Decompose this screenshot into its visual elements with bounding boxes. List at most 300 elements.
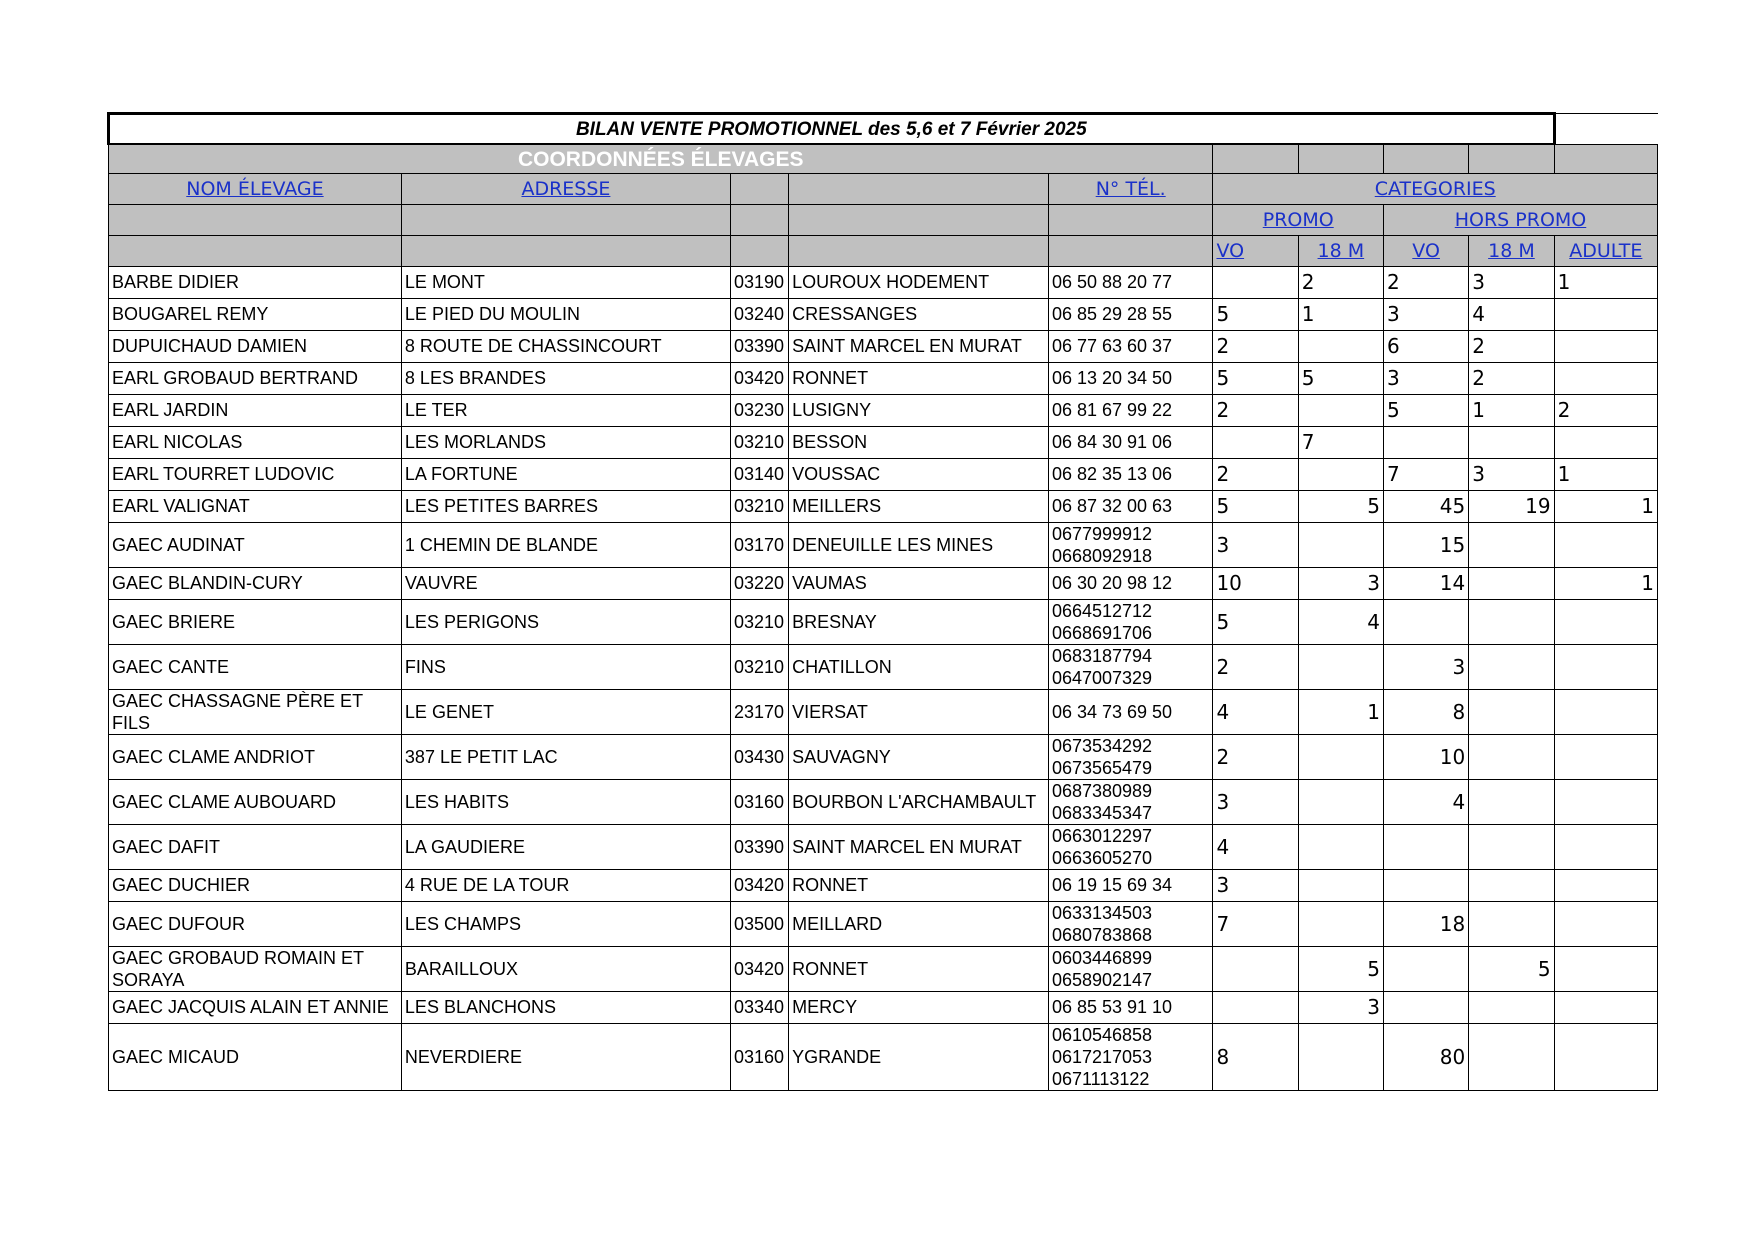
cell-nom-elevage xyxy=(109,1024,402,1091)
cell-ville: BRESNAY xyxy=(789,600,1049,645)
nom-line: GAEC CHASSAGNE PÈRE ET xyxy=(112,691,364,711)
cell-nom-elevage xyxy=(109,780,402,825)
nom-line: GAEC GROBAUD ROMAIN ET xyxy=(112,948,365,968)
table-row xyxy=(109,902,1658,947)
cell-hors-promo-18m: 4 xyxy=(1469,299,1554,331)
cell-hors-promo-vo: 2 xyxy=(1383,267,1468,299)
phone-number: 06 13 20 34 50 xyxy=(1051,368,1173,388)
bilan-table xyxy=(107,112,1658,1091)
cell-code-postal: 03240 xyxy=(730,299,788,331)
cell-hors-promo-vo xyxy=(1383,825,1468,870)
cell-nom-elevage xyxy=(109,267,402,299)
page-title: BILAN VENTE PROMOTIONNEL des 5,6 et 7 Février 2025 xyxy=(109,114,1555,145)
cell-ville: VIERSAT xyxy=(789,690,1049,735)
table-row xyxy=(109,645,1658,690)
table-row xyxy=(109,523,1658,568)
phone-number: 0668691706 xyxy=(1051,623,1153,643)
cell-ville: CHATILLON xyxy=(789,645,1049,690)
cell-promo-18m xyxy=(1298,331,1383,363)
phone-number: 0677999912 xyxy=(1051,524,1153,544)
cell-adulte xyxy=(1554,992,1657,1024)
cell-telephone xyxy=(1048,299,1213,331)
cell-code-postal: 03190 xyxy=(730,267,788,299)
phone-number: 0671113122 xyxy=(1051,1069,1150,1089)
cell-hors-promo-vo: 3 xyxy=(1383,363,1468,395)
nom-line: GAEC CLAME ANDRIOT xyxy=(112,747,316,767)
cell-nom-elevage xyxy=(109,523,402,568)
table-row xyxy=(109,870,1658,902)
table-row xyxy=(109,1024,1658,1091)
cell-promo-18m: 1 xyxy=(1298,690,1383,735)
table-row xyxy=(109,690,1658,735)
cell-code-postal: 23170 xyxy=(730,690,788,735)
cell-promo-18m xyxy=(1298,780,1383,825)
cell-ville: LOUROUX HODEMENT xyxy=(789,267,1049,299)
cell-adresse: LE MONT xyxy=(401,267,730,299)
cell-promo-18m xyxy=(1298,459,1383,491)
table-row xyxy=(109,600,1658,645)
phone-number: 06 19 15 69 34 xyxy=(1051,875,1173,895)
cell-nom-elevage xyxy=(109,427,402,459)
cell-code-postal: 03170 xyxy=(730,523,788,568)
cell-hors-promo-vo: 3 xyxy=(1383,299,1468,331)
cell-code-postal: 03220 xyxy=(730,568,788,600)
cell-adulte xyxy=(1554,825,1657,870)
cell-adulte xyxy=(1554,299,1657,331)
cell-adulte xyxy=(1554,870,1657,902)
cell-adulte xyxy=(1554,363,1657,395)
cell-promo-18m: 2 xyxy=(1298,267,1383,299)
cell-adulte xyxy=(1554,1024,1657,1091)
cell-ville: YGRANDE xyxy=(789,1024,1049,1091)
cell-adresse: LE GENET xyxy=(401,690,730,735)
cell-hors-promo-vo: 8 xyxy=(1383,690,1468,735)
cell-telephone xyxy=(1048,331,1213,363)
cell-hors-promo-18m xyxy=(1469,427,1554,459)
cell-adulte xyxy=(1554,902,1657,947)
nom-line: GAEC DUFOUR xyxy=(112,914,246,934)
cell-adresse: LES PETITES BARRES xyxy=(401,491,730,523)
cell-code-postal: 03210 xyxy=(730,600,788,645)
cell-promo-18m: 7 xyxy=(1298,427,1383,459)
cell-adulte xyxy=(1554,427,1657,459)
cell-code-postal: 03210 xyxy=(730,427,788,459)
cell-adulte xyxy=(1554,600,1657,645)
cell-code-postal: 03500 xyxy=(730,902,788,947)
table-row xyxy=(109,491,1658,523)
cell-promo-vo: 2 xyxy=(1213,735,1298,780)
nom-line: FILS xyxy=(112,713,151,733)
cell-promo-18m xyxy=(1298,1024,1383,1091)
cell-adresse: LA GAUDIERE xyxy=(401,825,730,870)
cell-hors-promo-vo xyxy=(1383,992,1468,1024)
cell-promo-vo: 8 xyxy=(1213,1024,1298,1091)
table-row xyxy=(109,992,1658,1024)
nom-line: BOUGAREL REMY xyxy=(112,304,269,324)
cell-hors-promo-18m xyxy=(1469,645,1554,690)
cell-code-postal: 03210 xyxy=(730,491,788,523)
cell-nom-elevage xyxy=(109,600,402,645)
cell-adulte xyxy=(1554,331,1657,363)
cell-code-postal: 03210 xyxy=(730,645,788,690)
phone-number: 0610546858 xyxy=(1051,1025,1153,1045)
cell-telephone xyxy=(1048,1024,1213,1091)
cell-nom-elevage xyxy=(109,902,402,947)
cell-adresse: LE PIED DU MOULIN xyxy=(401,299,730,331)
nom-line: GAEC BRIERE xyxy=(112,612,236,632)
cell-promo-vo: 7 xyxy=(1213,902,1298,947)
cell-hors-promo-18m: 19 xyxy=(1469,491,1554,523)
cell-ville: SAINT MARCEL EN MURAT xyxy=(789,331,1049,363)
cell-telephone xyxy=(1048,568,1213,600)
phone-number: 06 84 30 91 06 xyxy=(1051,432,1173,452)
cell-ville: RONNET xyxy=(789,947,1049,992)
phone-number: 06 30 20 98 12 xyxy=(1051,573,1173,593)
cell-adresse: LA FORTUNE xyxy=(401,459,730,491)
cell-hors-promo-vo xyxy=(1383,947,1468,992)
section-label: COORDONNÉES ÉLEVAGES xyxy=(109,144,1213,174)
cell-adresse: LES BLANCHONS xyxy=(401,992,730,1024)
table-row xyxy=(109,459,1658,491)
phone-number: 0680783868 xyxy=(1051,925,1153,945)
cell-adresse: LES CHAMPS xyxy=(401,902,730,947)
header-adresse[interactable]: ADRESSE xyxy=(401,174,730,205)
cell-hors-promo-18m xyxy=(1469,902,1554,947)
header-hors-promo-18m[interactable]: 18 M xyxy=(1469,236,1554,267)
cell-adulte xyxy=(1554,523,1657,568)
cell-hors-promo-18m: 5 xyxy=(1469,947,1554,992)
cell-nom-elevage xyxy=(109,363,402,395)
cell-code-postal: 03420 xyxy=(730,870,788,902)
cell-ville: SAINT MARCEL EN MURAT xyxy=(789,825,1049,870)
phone-number: 0603446899 xyxy=(1051,948,1153,968)
cell-adresse: LE TER xyxy=(401,395,730,427)
header-hors-promo-vo[interactable]: VO xyxy=(1383,236,1468,267)
cell-promo-18m xyxy=(1298,735,1383,780)
phone-number: 0663605270 xyxy=(1051,848,1153,868)
cell-promo-18m: 3 xyxy=(1298,992,1383,1024)
cell-adresse: 1 CHEMIN DE BLANDE xyxy=(401,523,730,568)
cell-code-postal: 03390 xyxy=(730,825,788,870)
cell-promo-vo: 5 xyxy=(1213,600,1298,645)
cell-nom-elevage xyxy=(109,459,402,491)
cell-adresse: LES HABITS xyxy=(401,780,730,825)
phone-number: 0633134503 xyxy=(1051,903,1153,923)
cell-promo-18m xyxy=(1298,523,1383,568)
table-row xyxy=(109,825,1658,870)
cell-telephone xyxy=(1048,690,1213,735)
cell-promo-18m xyxy=(1298,395,1383,427)
nom-line: GAEC JACQUIS ALAIN ET ANNIE xyxy=(112,997,389,1017)
cell-telephone xyxy=(1048,523,1213,568)
cell-promo-vo xyxy=(1213,992,1298,1024)
cell-telephone xyxy=(1048,735,1213,780)
phone-number: 0687380989 xyxy=(1051,781,1153,801)
cell-promo-vo: 5 xyxy=(1213,491,1298,523)
cell-hors-promo-18m xyxy=(1469,780,1554,825)
nom-line: GAEC AUDINAT xyxy=(112,535,245,555)
cell-nom-elevage xyxy=(109,690,402,735)
cell-code-postal: 03160 xyxy=(730,780,788,825)
cell-adresse: BARAILLOUX xyxy=(401,947,730,992)
cell-ville: SAUVAGNY xyxy=(789,735,1049,780)
cell-nom-elevage xyxy=(109,395,402,427)
cell-telephone xyxy=(1048,267,1213,299)
cell-promo-vo: 2 xyxy=(1213,645,1298,690)
cell-promo-vo: 2 xyxy=(1213,331,1298,363)
cell-telephone xyxy=(1048,459,1213,491)
cell-hors-promo-18m: 3 xyxy=(1469,267,1554,299)
cell-hors-promo-vo: 3 xyxy=(1383,645,1468,690)
cell-promo-vo: 3 xyxy=(1213,780,1298,825)
cell-hors-promo-vo xyxy=(1383,427,1468,459)
cell-hors-promo-vo: 10 xyxy=(1383,735,1468,780)
header-categories[interactable]: CATEGORIES xyxy=(1213,174,1658,205)
cell-code-postal: 03230 xyxy=(730,395,788,427)
cell-adulte xyxy=(1554,780,1657,825)
nom-line: EARL VALIGNAT xyxy=(112,496,250,516)
cell-telephone xyxy=(1048,645,1213,690)
phone-number: 0668092918 xyxy=(1051,546,1153,566)
cell-nom-elevage xyxy=(109,992,402,1024)
table-row xyxy=(109,947,1658,992)
cell-adresse: 4 RUE DE LA TOUR xyxy=(401,870,730,902)
cell-code-postal: 03160 xyxy=(730,1024,788,1091)
phone-number: 06 81 67 99 22 xyxy=(1051,400,1173,420)
phone-number: 0647007329 xyxy=(1051,668,1153,688)
phone-number: 0673565479 xyxy=(1051,758,1153,778)
phone-number: 06 85 53 91 10 xyxy=(1051,997,1173,1017)
cell-hors-promo-vo xyxy=(1383,870,1468,902)
cell-ville: DENEUILLE LES MINES xyxy=(789,523,1049,568)
cell-adulte xyxy=(1554,645,1657,690)
cell-code-postal: 03430 xyxy=(730,735,788,780)
cell-promo-vo: 5 xyxy=(1213,299,1298,331)
nom-line: EARL GROBAUD BERTRAND xyxy=(112,368,359,388)
cell-promo-vo xyxy=(1213,427,1298,459)
cell-nom-elevage xyxy=(109,299,402,331)
cell-adulte xyxy=(1554,735,1657,780)
nom-line: GAEC MICAUD xyxy=(112,1047,240,1067)
cell-adulte xyxy=(1554,947,1657,992)
table-row xyxy=(109,267,1658,299)
phone-number: 0663012297 xyxy=(1051,826,1153,846)
cell-ville: BESSON xyxy=(789,427,1049,459)
cell-telephone xyxy=(1048,902,1213,947)
cell-telephone xyxy=(1048,947,1213,992)
cell-nom-elevage xyxy=(109,947,402,992)
cell-code-postal: 03420 xyxy=(730,947,788,992)
cell-telephone xyxy=(1048,870,1213,902)
cell-hors-promo-18m xyxy=(1469,870,1554,902)
nom-line: BARBE DIDIER xyxy=(112,272,240,292)
cell-nom-elevage xyxy=(109,735,402,780)
cell-telephone xyxy=(1048,491,1213,523)
nom-line: EARL TOURRET LUDOVIC xyxy=(112,464,335,484)
cell-adulte: 1 xyxy=(1554,568,1657,600)
cell-code-postal: 03420 xyxy=(730,363,788,395)
cell-hors-promo-18m: 3 xyxy=(1469,459,1554,491)
cell-hors-promo-18m xyxy=(1469,523,1554,568)
cell-ville: VOUSSAC xyxy=(789,459,1049,491)
cell-adulte xyxy=(1554,690,1657,735)
phone-number: 06 85 29 28 55 xyxy=(1051,304,1173,324)
phone-number: 06 77 63 60 37 xyxy=(1051,336,1173,356)
cell-promo-18m: 3 xyxy=(1298,568,1383,600)
table-row xyxy=(109,735,1658,780)
table-row xyxy=(109,395,1658,427)
nom-line: GAEC DUCHIER xyxy=(112,875,251,895)
cell-ville: RONNET xyxy=(789,363,1049,395)
nom-line: SORAYA xyxy=(112,970,185,990)
phone-number: 0683187794 xyxy=(1051,646,1153,666)
cell-promo-18m xyxy=(1298,870,1383,902)
header-promo[interactable]: PROMO xyxy=(1213,205,1384,236)
cell-promo-18m xyxy=(1298,825,1383,870)
header-promo-vo[interactable]: VO xyxy=(1213,236,1298,267)
cell-adulte: 2 xyxy=(1554,395,1657,427)
cell-promo-vo xyxy=(1213,267,1298,299)
nom-line: GAEC CANTE xyxy=(112,657,230,677)
cell-adresse: 8 ROUTE DE CHASSINCOURT xyxy=(401,331,730,363)
cell-ville: BOURBON L'ARCHAMBAULT xyxy=(789,780,1049,825)
cell-hors-promo-vo xyxy=(1383,600,1468,645)
cell-adulte: 1 xyxy=(1554,491,1657,523)
cell-promo-18m: 5 xyxy=(1298,363,1383,395)
cell-hors-promo-18m xyxy=(1469,690,1554,735)
cell-promo-18m xyxy=(1298,645,1383,690)
phone-number: 06 34 73 69 50 xyxy=(1051,702,1173,722)
cell-promo-vo: 4 xyxy=(1213,690,1298,735)
cell-nom-elevage xyxy=(109,825,402,870)
cell-telephone xyxy=(1048,780,1213,825)
cell-ville: MERCY xyxy=(789,992,1049,1024)
cell-hors-promo-vo: 4 xyxy=(1383,780,1468,825)
cell-ville: MEILLARD xyxy=(789,902,1049,947)
cell-promo-vo: 10 xyxy=(1213,568,1298,600)
phone-number: 0664512712 xyxy=(1051,601,1153,621)
cell-code-postal: 03390 xyxy=(730,331,788,363)
table-body xyxy=(109,267,1658,1091)
cell-telephone xyxy=(1048,825,1213,870)
cell-telephone xyxy=(1048,395,1213,427)
cell-hors-promo-vo: 5 xyxy=(1383,395,1468,427)
cell-hors-promo-vo: 15 xyxy=(1383,523,1468,568)
phone-number: 0658902147 xyxy=(1051,970,1153,990)
cell-nom-elevage xyxy=(109,331,402,363)
nom-line: GAEC DAFIT xyxy=(112,837,221,857)
cell-hors-promo-18m xyxy=(1469,735,1554,780)
table-row xyxy=(109,331,1658,363)
cell-promo-vo: 3 xyxy=(1213,523,1298,568)
cell-hors-promo-18m xyxy=(1469,1024,1554,1091)
cell-hors-promo-18m xyxy=(1469,992,1554,1024)
cell-hors-promo-18m xyxy=(1469,825,1554,870)
cell-adresse: 387 LE PETIT LAC xyxy=(401,735,730,780)
table-row xyxy=(109,299,1658,331)
nom-line: GAEC CLAME AUBOUARD xyxy=(112,792,337,812)
cell-adulte: 1 xyxy=(1554,459,1657,491)
nom-line: EARL NICOLAS xyxy=(112,432,243,452)
cell-promo-18m: 4 xyxy=(1298,600,1383,645)
cell-promo-vo: 3 xyxy=(1213,870,1298,902)
cell-hors-promo-18m xyxy=(1469,600,1554,645)
header-promo-18m[interactable]: 18 M xyxy=(1298,236,1383,267)
cell-hors-promo-vo: 80 xyxy=(1383,1024,1468,1091)
cell-hors-promo-vo: 14 xyxy=(1383,568,1468,600)
table-row xyxy=(109,568,1658,600)
phone-number: 06 82 35 13 06 xyxy=(1051,464,1173,484)
cell-promo-18m xyxy=(1298,902,1383,947)
cell-promo-vo: 2 xyxy=(1213,395,1298,427)
cell-telephone xyxy=(1048,992,1213,1024)
cell-hors-promo-18m: 2 xyxy=(1469,363,1554,395)
phone-number: 0617217053 xyxy=(1051,1047,1153,1067)
cell-nom-elevage xyxy=(109,870,402,902)
header-adulte[interactable]: ADULTE xyxy=(1554,236,1657,267)
cell-telephone xyxy=(1048,427,1213,459)
nom-line: GAEC BLANDIN-CURY xyxy=(112,573,303,593)
table-row xyxy=(109,363,1658,395)
phone-number: 06 87 32 00 63 xyxy=(1051,496,1173,516)
cell-nom-elevage xyxy=(109,645,402,690)
cell-promo-vo: 2 xyxy=(1213,459,1298,491)
cell-hors-promo-vo: 7 xyxy=(1383,459,1468,491)
cell-nom-elevage xyxy=(109,491,402,523)
cell-hors-promo-vo: 18 xyxy=(1383,902,1468,947)
cell-ville: LUSIGNY xyxy=(789,395,1049,427)
cell-hors-promo-vo: 45 xyxy=(1383,491,1468,523)
nom-line: DUPUICHAUD DAMIEN xyxy=(112,336,308,356)
header-telephone[interactable]: N° TÉL. xyxy=(1048,174,1213,205)
cell-promo-vo: 4 xyxy=(1213,825,1298,870)
cell-promo-18m: 5 xyxy=(1298,491,1383,523)
cell-telephone xyxy=(1048,600,1213,645)
cell-hors-promo-vo: 6 xyxy=(1383,331,1468,363)
nom-line: EARL JARDIN xyxy=(112,400,229,420)
cell-adresse: LES MORLANDS xyxy=(401,427,730,459)
cell-nom-elevage xyxy=(109,568,402,600)
cell-ville: RONNET xyxy=(789,870,1049,902)
cell-promo-vo: 5 xyxy=(1213,363,1298,395)
phone-number: 0683345347 xyxy=(1051,803,1153,823)
cell-promo-18m: 5 xyxy=(1298,947,1383,992)
phone-number: 06 50 88 20 77 xyxy=(1051,272,1173,292)
cell-adresse: FINS xyxy=(401,645,730,690)
cell-adresse: LES PERIGONS xyxy=(401,600,730,645)
cell-hors-promo-18m xyxy=(1469,568,1554,600)
cell-promo-vo xyxy=(1213,947,1298,992)
cell-adresse: VAUVRE xyxy=(401,568,730,600)
cell-adulte: 1 xyxy=(1554,267,1657,299)
cell-adresse: NEVERDIERE xyxy=(401,1024,730,1091)
cell-ville: MEILLERS xyxy=(789,491,1049,523)
cell-promo-18m: 1 xyxy=(1298,299,1383,331)
cell-adresse: 8 LES BRANDES xyxy=(401,363,730,395)
table-row xyxy=(109,427,1658,459)
cell-ville: CRESSANGES xyxy=(789,299,1049,331)
cell-hors-promo-18m: 1 xyxy=(1469,395,1554,427)
cell-telephone xyxy=(1048,363,1213,395)
header-nom-elevage[interactable]: NOM ÉLEVAGE xyxy=(109,174,402,205)
cell-code-postal: 03140 xyxy=(730,459,788,491)
cell-ville: VAUMAS xyxy=(789,568,1049,600)
cell-hors-promo-18m: 2 xyxy=(1469,331,1554,363)
cell-code-postal: 03340 xyxy=(730,992,788,1024)
header-hors-promo[interactable]: HORS PROMO xyxy=(1383,205,1657,236)
table-row xyxy=(109,780,1658,825)
phone-number: 0673534292 xyxy=(1051,736,1153,756)
